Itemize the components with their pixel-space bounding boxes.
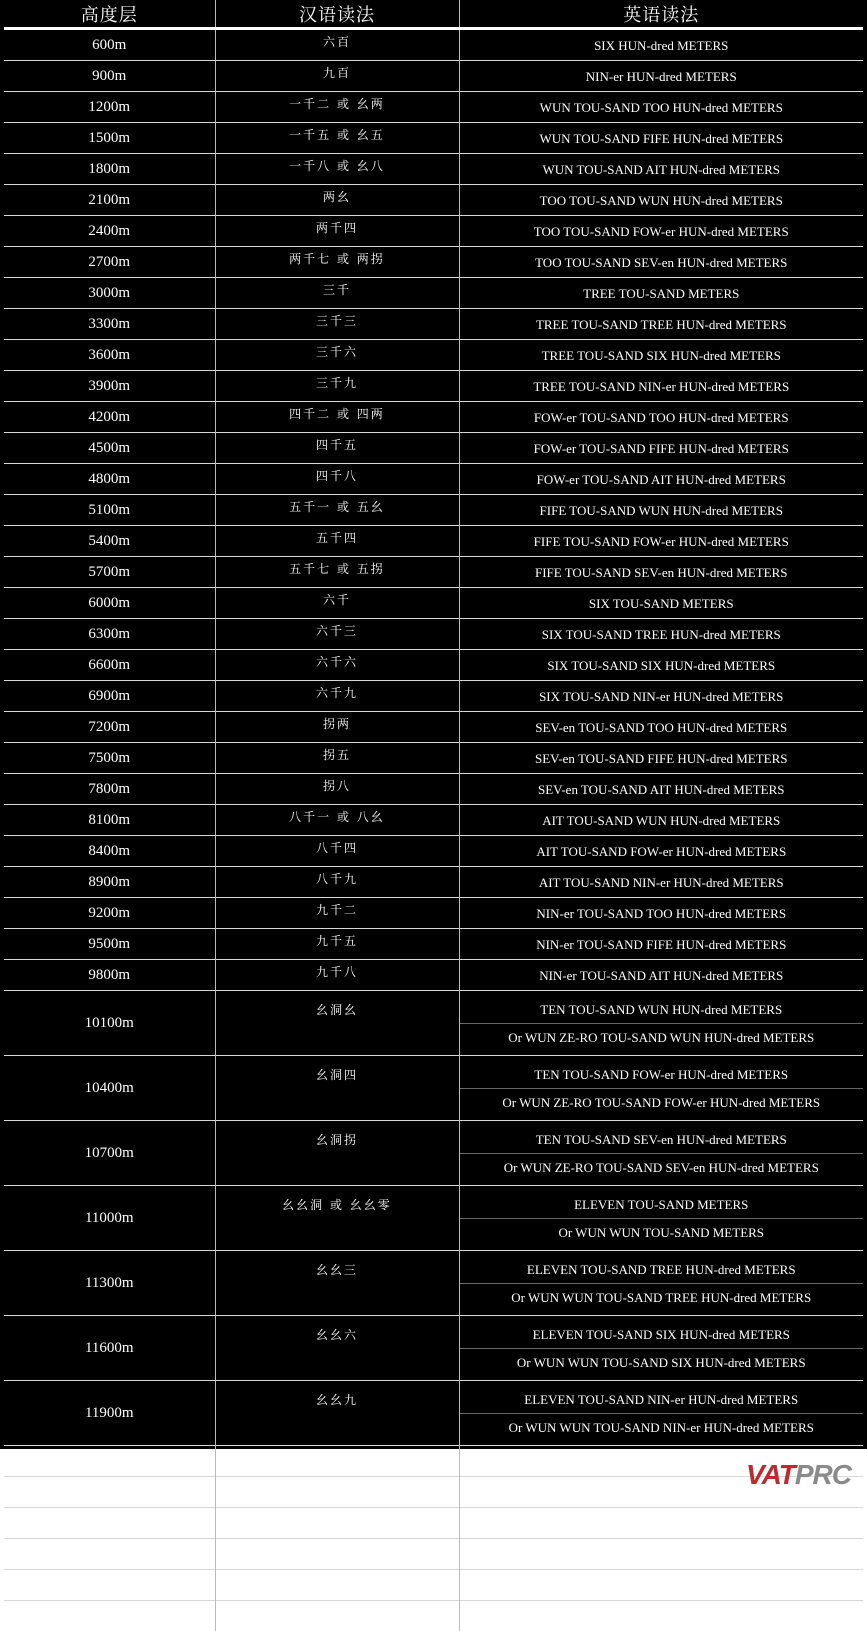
table-row	[4, 805, 863, 836]
english-reading-cell	[459, 278, 863, 309]
chinese-reading-cell: 幺幺三	[215, 1251, 459, 1316]
english-reading-line: TEN TOU-SAND SEV-en HUN-dred METERS	[460, 1126, 864, 1153]
altitude-cell: 2700m	[4, 247, 215, 278]
table-row	[4, 681, 863, 712]
english-reading-line: WUN TOO TO-SAND TOO HUN-dred METERS	[460, 1448, 864, 1475]
altitude-cell: 6600m	[4, 650, 215, 681]
english-reading-cell	[459, 805, 863, 836]
chinese-reading-cell: 四千五	[215, 433, 459, 464]
table-row	[4, 278, 863, 309]
english-reading-cell	[459, 867, 863, 898]
english-reading-cell	[459, 712, 863, 743]
altitude-cell: 7200m	[4, 712, 215, 743]
english-reading-cell	[459, 1251, 863, 1316]
chinese-reading-cell: 幺洞拐	[215, 1121, 459, 1186]
chinese-reading-cell: 拐八	[215, 774, 459, 805]
altitude-cell: 900m	[4, 61, 215, 92]
english-reading-cell	[459, 1508, 863, 1539]
table-row	[4, 92, 863, 123]
english-reading-line: Or WUN WUN TOU-SAND NIN-er HUN-dred METERS	[460, 1413, 864, 1441]
chinese-reading-cell: 两千四	[215, 216, 459, 247]
altitude-cell: 9500m	[4, 929, 215, 960]
altitude-cell: 12200m	[4, 1446, 215, 1477]
english-reading-cell	[459, 526, 863, 557]
english-reading-line: TOO TOU-SAND WUN HUN-dred METERS	[460, 187, 864, 214]
english-reading-cell	[459, 61, 863, 92]
english-reading-cell	[459, 1601, 863, 1631]
english-reading-cell	[459, 1186, 863, 1251]
english-reading-cell	[459, 309, 863, 340]
table-row	[4, 712, 863, 743]
altitude-cell: 5400m	[4, 526, 215, 557]
table-row	[4, 619, 863, 650]
english-reading-line: TOO TOU-SAND SEV-en HUN-dred METERS	[460, 249, 864, 276]
table-row	[4, 1508, 863, 1539]
altitude-cell: 3000m	[4, 278, 215, 309]
logo-text-prc: PRC	[795, 1459, 851, 1490]
english-reading-line: SIX TOU-SAND TREE HUN-dred METERS	[460, 621, 864, 648]
english-reading-cell	[459, 495, 863, 526]
english-reading-line: NIN-er HUN-dred METERS	[460, 63, 864, 90]
altitude-cell: 13100m	[4, 1508, 215, 1539]
chinese-reading-cell: 一千八 或 幺八	[215, 154, 459, 185]
english-reading-cell	[459, 588, 863, 619]
altitude-cell: 600m	[4, 29, 215, 61]
english-reading-cell	[459, 1316, 863, 1381]
altitude-cell: 10100m	[4, 991, 215, 1056]
table-row	[4, 588, 863, 619]
table-row	[4, 185, 863, 216]
english-reading-cell	[459, 433, 863, 464]
table-row	[4, 1539, 863, 1570]
table-row	[4, 123, 863, 154]
altitude-cell: 11000m	[4, 1186, 215, 1251]
english-reading-cell	[459, 371, 863, 402]
chinese-reading-cell: 六千	[215, 588, 459, 619]
table-row	[4, 1186, 863, 1251]
chinese-reading-cell: 幺四三	[215, 1570, 459, 1601]
table-row	[4, 1477, 863, 1508]
english-reading-cell	[459, 836, 863, 867]
english-reading-cell	[459, 247, 863, 278]
chinese-reading-cell: 一千二 或 幺两	[215, 92, 459, 123]
table-row	[4, 650, 863, 681]
chinese-reading-cell: 三千九	[215, 371, 459, 402]
chinese-reading-cell: 拐两	[215, 712, 459, 743]
table-row	[4, 898, 863, 929]
table-row	[4, 402, 863, 433]
english-reading-line: WUN FOW-er TOU-SAND NIN-er HUN-dred METERS	[460, 1603, 864, 1630]
english-reading-cell	[459, 1121, 863, 1186]
english-reading-line: SEV-en TOU-SAND FIFE HUN-dred METERS	[460, 745, 864, 772]
altitude-cell: 11900m	[4, 1381, 215, 1446]
english-reading-line: WUN TREE TOU-SAND SEV-en HUN-dred METERS	[460, 1541, 864, 1568]
table-row	[4, 61, 863, 92]
table-row	[4, 1601, 863, 1631]
chinese-reading-cell: 幺两五	[215, 1477, 459, 1508]
table-row	[4, 774, 863, 805]
altitude-cell: 8900m	[4, 867, 215, 898]
altitude-cell: 14300m	[4, 1570, 215, 1601]
chinese-reading-cell: 四千二 或 四两	[215, 402, 459, 433]
altitude-cell: 14900m	[4, 1601, 215, 1631]
english-reading-cell	[459, 185, 863, 216]
table-row	[4, 29, 863, 61]
chinese-reading-cell: 三千三	[215, 309, 459, 340]
altitude-cell: 8400m	[4, 836, 215, 867]
english-reading-line: FOW-er TOU-SAND AIT HUN-dred METERS	[460, 466, 864, 493]
altitude-cell: 11600m	[4, 1316, 215, 1381]
altitude-cell: 1800m	[4, 154, 215, 185]
header-altitude: 高度层	[4, 0, 215, 29]
chinese-reading-cell: 八千九	[215, 867, 459, 898]
altitude-cell: 2100m	[4, 185, 215, 216]
altitude-cell: 13700m	[4, 1539, 215, 1570]
english-reading-cell	[459, 1056, 863, 1121]
table-row	[4, 433, 863, 464]
altitude-cell: 4800m	[4, 464, 215, 495]
table-row	[4, 464, 863, 495]
table-row	[4, 1056, 863, 1121]
altitude-cell: 12500m	[4, 1477, 215, 1508]
altitude-reading-table	[4, 0, 863, 1631]
table-row	[4, 1121, 863, 1186]
altitude-cell: 7500m	[4, 743, 215, 774]
altitude-cell: 2400m	[4, 216, 215, 247]
english-reading-line: TOO TOU-SAND FOW-er HUN-dred METERS	[460, 218, 864, 245]
chinese-reading-cell: 两幺	[215, 185, 459, 216]
table-row	[4, 371, 863, 402]
altitude-cell: 1200m	[4, 92, 215, 123]
chinese-reading-cell: 八千四	[215, 836, 459, 867]
chinese-reading-cell: 拐五	[215, 743, 459, 774]
english-reading-cell	[459, 960, 863, 991]
english-reading-line: WUN TOU-SAND TOO HUN-dred METERS	[460, 94, 864, 121]
english-reading-line: ELEVEN TOU-SAND METERS	[460, 1191, 864, 1218]
chinese-reading-cell: 六百	[215, 29, 459, 61]
english-reading-cell	[459, 898, 863, 929]
altitude-cell: 6300m	[4, 619, 215, 650]
altitude-cell: 10700m	[4, 1121, 215, 1186]
english-reading-cell	[459, 123, 863, 154]
english-reading-line: SIX HUN-dred METERS	[460, 32, 864, 59]
chinese-reading-cell: 两千七 或 两拐	[215, 247, 459, 278]
english-reading-line: WUN FOW-er TOU-SAND TREE HUN-dred METERS	[460, 1572, 864, 1599]
altitude-cell: 3300m	[4, 309, 215, 340]
header-english-reading: 英语读法	[459, 0, 863, 29]
logo-text-vat: VAT	[746, 1459, 795, 1490]
english-reading-line: SIX TOU-SAND METERS	[460, 590, 864, 617]
chinese-reading-cell: 八千一 或 八幺	[215, 805, 459, 836]
altitude-cell: 3900m	[4, 371, 215, 402]
english-reading-cell	[459, 774, 863, 805]
english-reading-line: TREE TOU-SAND TREE HUN-dred METERS	[460, 311, 864, 338]
english-reading-line: WUN TOU-SAND FIFE HUN-dred METERS	[460, 125, 864, 152]
english-reading-cell	[459, 619, 863, 650]
chinese-reading-cell: 九百	[215, 61, 459, 92]
english-reading-line: FIFE TOU-SAND FOW-er HUN-dred METERS	[460, 528, 864, 555]
english-reading-line: Or WUN WUN TOU-SAND TREE HUN-dred METERS	[460, 1283, 864, 1311]
english-reading-line: Or WUN ZE-RO TOU-SAND WUN HUN-dred METERS	[460, 1023, 864, 1051]
english-reading-cell	[459, 402, 863, 433]
altitude-cell: 5100m	[4, 495, 215, 526]
chinese-reading-cell: 幺幺九	[215, 1381, 459, 1446]
table-row	[4, 991, 863, 1056]
english-reading-line: FIFE TOU-SAND SEV-en HUN-dred METERS	[460, 559, 864, 586]
chinese-reading-cell: 幺洞幺	[215, 991, 459, 1056]
english-reading-cell	[459, 464, 863, 495]
table-row	[4, 309, 863, 340]
chinese-reading-cell: 三千六	[215, 340, 459, 371]
english-reading-cell	[459, 991, 863, 1056]
english-reading-cell	[459, 650, 863, 681]
english-reading-line: ELEVEN TOU-SAND TREE HUN-dred METERS	[460, 1256, 864, 1283]
english-reading-line: TREE TOU-SAND SIX HUN-dred METERS	[460, 342, 864, 369]
english-reading-cell	[459, 29, 863, 61]
english-reading-line: WUN TREE TOU-SAND WUN HUN-dred METERS	[460, 1510, 864, 1537]
altitude-cell: 10400m	[4, 1056, 215, 1121]
table-row	[4, 867, 863, 898]
english-reading-line: Or WUN WUN TOU-SAND METERS	[460, 1218, 864, 1246]
table-row	[4, 1446, 863, 1477]
table-row	[4, 743, 863, 774]
table-header-row	[4, 0, 863, 29]
english-reading-line: ELEVEN TOU-SAND NIN-er HUN-dred METERS	[460, 1386, 864, 1413]
altitude-cell: 4500m	[4, 433, 215, 464]
table-row	[4, 1381, 863, 1446]
table-row	[4, 1251, 863, 1316]
english-reading-cell	[459, 1381, 863, 1446]
table-row	[4, 216, 863, 247]
chinese-reading-cell: 四千八	[215, 464, 459, 495]
table-row	[4, 960, 863, 991]
english-reading-line: TREE TOU-SAND METERS	[460, 280, 864, 307]
english-reading-line: Or WUN WUN TOU-SAND SIX HUN-dred METERS	[460, 1348, 864, 1376]
altitude-cell: 7800m	[4, 774, 215, 805]
altitude-cell: 5700m	[4, 557, 215, 588]
english-reading-line: FOW-er TOU-SAND TOO HUN-dred METERS	[460, 404, 864, 431]
english-reading-cell	[459, 216, 863, 247]
english-reading-line: Or WUN ZE-RO TOU-SAND FOW-er HUN-dred METERS	[460, 1088, 864, 1116]
chinese-reading-cell: 五千七 或 五拐	[215, 557, 459, 588]
chinese-reading-cell: 幺洞四	[215, 1056, 459, 1121]
chinese-reading-cell: 九千八	[215, 960, 459, 991]
english-reading-line: TEN TOU-SAND FOW-er HUN-dred METERS	[460, 1061, 864, 1088]
english-reading-line: SIX TOU-SAND SIX HUN-dred METERS	[460, 652, 864, 679]
english-reading-line: TEN TOU-SAND WUN HUN-dred METERS	[460, 996, 864, 1023]
english-reading-cell	[459, 681, 863, 712]
table-row	[4, 154, 863, 185]
english-reading-line: SIX TOU-SAND NIN-er HUN-dred METERS	[460, 683, 864, 710]
chinese-reading-cell: 五千一 或 五幺	[215, 495, 459, 526]
altitude-cell: 8100m	[4, 805, 215, 836]
chinese-reading-cell: 九千五	[215, 929, 459, 960]
altitude-cell: 6000m	[4, 588, 215, 619]
chinese-reading-cell: 幺幺洞 或 幺幺零	[215, 1186, 459, 1251]
altitude-cell: 9200m	[4, 898, 215, 929]
english-reading-line: SEV-en TOU-SAND AIT HUN-dred METERS	[460, 776, 864, 803]
english-reading-line: TREE TOU-SAND NIN-er HUN-dred METERS	[460, 373, 864, 400]
table-row	[4, 526, 863, 557]
english-reading-line: NIN-er TOU-SAND TOO HUN-dred METERS	[460, 900, 864, 927]
english-reading-line: Or WUN ZE-RO TOU-SAND SEV-en HUN-dred METERS	[460, 1153, 864, 1181]
table-row	[4, 836, 863, 867]
table-row	[4, 929, 863, 960]
chinese-reading-cell: 一千五 或 幺五	[215, 123, 459, 154]
altitude-cell: 9800m	[4, 960, 215, 991]
english-reading-line: AIT TOU-SAND NIN-er HUN-dred METERS	[460, 869, 864, 896]
english-reading-line: WUN TOU-SAND AIT HUN-dred METERS	[460, 156, 864, 183]
english-reading-cell	[459, 557, 863, 588]
header-chinese-reading: 汉语读法	[215, 0, 459, 29]
table-body	[4, 29, 863, 1631]
english-reading-cell	[459, 154, 863, 185]
table-row	[4, 495, 863, 526]
chinese-reading-cell: 三千	[215, 278, 459, 309]
chinese-reading-cell: 六千三	[215, 619, 459, 650]
english-reading-line: NIN-er TOU-SAND AIT HUN-dred METERS	[460, 962, 864, 989]
chinese-reading-cell: 幺三拐	[215, 1539, 459, 1570]
english-reading-cell	[459, 743, 863, 774]
table-row	[4, 340, 863, 371]
table-row	[4, 1570, 863, 1601]
english-reading-cell	[459, 1539, 863, 1570]
chinese-reading-cell: 六千六	[215, 650, 459, 681]
chinese-reading-cell: 五千四	[215, 526, 459, 557]
english-reading-cell	[459, 92, 863, 123]
english-reading-line: FOW-er TOU-SAND FIFE HUN-dred METERS	[460, 435, 864, 462]
table-row	[4, 247, 863, 278]
english-reading-line: WUN TOO TO-SAND FIFE HUN-dred METERS	[460, 1479, 864, 1506]
altitude-cell: 3600m	[4, 340, 215, 371]
chinese-reading-cell: 幺两两	[215, 1446, 459, 1477]
chinese-reading-cell: 幺三幺	[215, 1508, 459, 1539]
chinese-reading-cell: 九千二	[215, 898, 459, 929]
chinese-reading-cell: 幺四九	[215, 1601, 459, 1631]
english-reading-line: AIT TOU-SAND FOW-er HUN-dred METERS	[460, 838, 864, 865]
altitude-cell: 11300m	[4, 1251, 215, 1316]
english-reading-cell	[459, 1570, 863, 1601]
altitude-cell: 6900m	[4, 681, 215, 712]
vatprc-logo	[746, 1459, 851, 1491]
english-reading-line: ELEVEN TOU-SAND SIX HUN-dred METERS	[460, 1321, 864, 1348]
altitude-cell: 1500m	[4, 123, 215, 154]
english-reading-line: NIN-er TOU-SAND FIFE HUN-dred METERS	[460, 931, 864, 958]
chinese-reading-cell: 六千九	[215, 681, 459, 712]
altitude-cell: 4200m	[4, 402, 215, 433]
english-reading-cell	[459, 929, 863, 960]
table-row	[4, 557, 863, 588]
chinese-reading-cell: 幺幺六	[215, 1316, 459, 1381]
english-reading-line: SEV-en TOU-SAND TOO HUN-dred METERS	[460, 714, 864, 741]
english-reading-line: FIFE TOU-SAND WUN HUN-dred METERS	[460, 497, 864, 524]
table-row	[4, 1316, 863, 1381]
english-reading-line: AIT TOU-SAND WUN HUN-dred METERS	[460, 807, 864, 834]
english-reading-cell	[459, 340, 863, 371]
